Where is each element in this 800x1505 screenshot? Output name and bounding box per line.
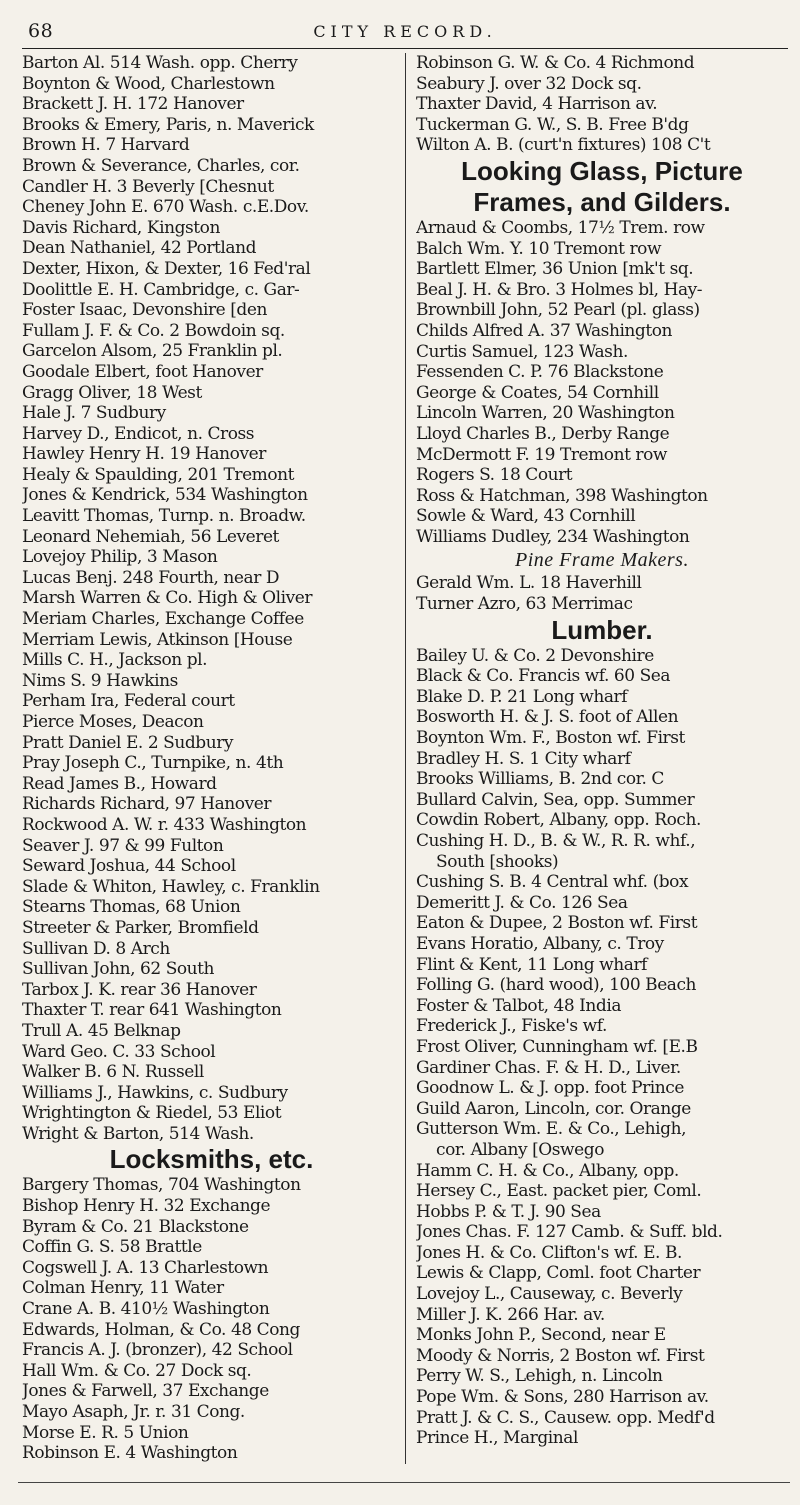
directory-entry: Nims S. 9 Hawkins (22, 670, 178, 691)
directory-entry: Cushing S. B. 4 Central whf. (box (416, 872, 689, 893)
directory-entry: Hall Wm. & Co. 27 Dock sq. (22, 1360, 252, 1381)
directory-entry: Leonard Nehemiah, 56 Leveret (22, 526, 279, 547)
directory-entry: Brackett J. H. 172 Hanover (22, 94, 244, 115)
left-top-list (22, 53, 401, 1144)
directory-entry: Leavitt Thomas, Turnp. n. Broadw. (22, 506, 306, 527)
directory-entry: Gerald Wm. L. 18 Haverhill (416, 573, 642, 594)
directory-entry: Thaxter T. rear 641 Washington (22, 1000, 282, 1021)
directory-entry: Crane A. B. 410½ Washington (22, 1299, 270, 1320)
right-top-list (416, 53, 788, 156)
directory-entry: South [shooks) (436, 851, 559, 872)
directory-entry: Blake D. P. 21 Long wharf (416, 686, 628, 707)
directory-entry: Hamm C. H. & Co., Albany, opp. (416, 1160, 679, 1181)
directory-entry: Boynton & Wood, Charlestown (22, 73, 275, 94)
directory-entry: Cheney John E. 670 Wash. c.E.Dov. (22, 197, 309, 218)
directory-entry: Meriam Charles, Exchange Coffee (22, 609, 304, 630)
directory-entry: Bailey U. & Co. 2 Devonshire (416, 645, 654, 666)
directory-entry: Byram & Co. 21 Blackstone (22, 1216, 249, 1237)
directory-entry: Hawley Henry H. 19 Hanover (22, 444, 266, 465)
directory-entry: Garcelon Alsom, 25 Franklin pl. (22, 341, 283, 362)
directory-entry: Richards Richard, 97 Hanover (22, 794, 272, 815)
directory-entry: Flint & Kent, 11 Long wharf (416, 954, 647, 975)
directory-entry: Pierce Moses, Deacon (22, 712, 204, 732)
locksmiths-list (22, 1175, 401, 1463)
directory-entry: Lincoln Warren, 20 Washington (416, 403, 675, 424)
directory-entry: Thaxter David, 4 Harrison av. (416, 94, 658, 115)
directory-entry: Streeter & Parker, Bromfield (22, 917, 259, 938)
directory-entry: Doolittle E. H. Cambridge, c. Gar- (22, 279, 300, 300)
directory-columns (22, 53, 788, 1464)
directory-entry: Jones H. & Co. Clifton's wf. E. B. (416, 1242, 682, 1263)
directory-entry: Bishop Henry H. 32 Exchange (22, 1196, 271, 1217)
directory-entry: Tuckerman G. W., S. B. Free B'dg (416, 114, 689, 135)
directory-entry: Gragg Oliver, 18 West (22, 382, 202, 403)
directory-entry: McDermott F. 19 Tremont row (416, 444, 667, 465)
directory-entry: Perry W. S., Lehigh, n. Lincoln (416, 1366, 663, 1387)
section-heading-locksmiths: Locksmiths, etc. (109, 1144, 314, 1175)
bottom-rule (18, 1482, 790, 1483)
right-column (406, 53, 788, 1464)
directory-entry: Trull A. 45 Belknap (22, 1020, 181, 1041)
directory-entry: Bargery Thomas, 704 Washington (22, 1175, 301, 1196)
directory-entry: Prince H., Marginal (416, 1428, 578, 1449)
directory-entry: Black & Co. Francis wf. 60 Sea (416, 666, 671, 687)
directory-entry: Pratt Daniel E. 2 Sudbury (22, 732, 234, 753)
directory-entry: Boynton Wm. F., Boston wf. First (416, 728, 685, 749)
directory-entry: Hersey C., East. packet pier, Coml. (416, 1181, 702, 1202)
directory-entry: Mills C. H., Jackson pl. (22, 650, 208, 671)
directory-entry: Bosworth H. & J. S. foot of Allen (416, 707, 679, 728)
page-header (22, 14, 788, 49)
directory-entry: Fessenden C. P. 76 Blackstone (416, 362, 664, 383)
lumber-list (416, 646, 788, 1449)
directory-entry: Brooks Williams, B. 2nd cor. C (416, 769, 664, 790)
directory-entry: Seabury J. over 32 Dock sq. (416, 73, 642, 94)
directory-entry: Moody & Norris, 2 Boston wf. First (416, 1345, 705, 1366)
directory-entry: Barton Al. 514 Wash. opp. Cherry (22, 53, 298, 73)
directory-entry: Eaton & Dupee, 2 Boston wf. First (416, 913, 698, 934)
directory-entry: Hale J. 7 Sudbury (22, 403, 166, 424)
directory-entry: Jones & Kendrick, 534 Washington (22, 485, 308, 506)
directory-entry: Goodnow L. & J. opp. foot Prince (416, 1078, 684, 1099)
directory-entry: Harvey D., Endicot, n. Cross (22, 423, 255, 444)
directory-entry: Bullard Calvin, Sea, opp. Summer (416, 789, 695, 810)
heading-line: Frames, and Gilders. (473, 186, 731, 217)
directory-entry: Curtis Samuel, 123 Wash. (416, 341, 628, 362)
directory-entry: Guild Aaron, Lincoln, cor. Orange (416, 1098, 691, 1119)
directory-entry: Ward Geo. C. 33 School (22, 1041, 216, 1062)
directory-entry: Foster Isaac, Devonshire [den (22, 300, 267, 321)
directory-entry: Coffin G. S. 58 Brattle (22, 1237, 202, 1258)
directory-entry: Francis A. J. (bronzer), 42 School (22, 1340, 293, 1361)
directory-entry: Turner Azro, 63 Merrimac (416, 594, 633, 615)
directory-entry: George & Coates, 54 Cornhill (416, 382, 659, 403)
directory-entry: Demeritt J. & Co. 126 Sea (416, 892, 628, 913)
directory-entry: Jones Chas. F. 127 Camb. & Suff. bld. (416, 1222, 723, 1243)
directory-entry: Ross & Hatchman, 398 Washington (416, 485, 708, 506)
directory-entry: cor. Albany [Oswego (436, 1139, 604, 1160)
directory-entry: Sullivan John, 62 South (22, 959, 215, 980)
directory-entry: Dean Nathaniel, 42 Portland (22, 238, 257, 259)
directory-entry: Colman Henry, 11 Water (22, 1278, 224, 1299)
directory-entry: Wrightington & Riedel, 53 Eliot (22, 1103, 282, 1124)
directory-entry: Hobbs P. & T. J. 90 Sea (416, 1201, 601, 1222)
directory-entry: Foster & Talbot, 48 India (416, 995, 622, 1016)
directory-entry: Fullam J. F. & Co. 2 Bowdoin sq. (22, 320, 285, 341)
directory-entry: Mayo Asaph, Jr. r. 31 Cong. (22, 1402, 245, 1422)
directory-entry: Brown H. 7 Harvard (22, 135, 190, 156)
directory-entry: Slade & Whiton, Hawley, c. Franklin (22, 876, 320, 897)
directory-entry: Merriam Lewis, Atkinson [House (22, 629, 293, 650)
running-title: CITY RECORD. (313, 22, 497, 41)
left-column (22, 53, 406, 1464)
section-heading-lumber: Lumber. (551, 614, 653, 645)
directory-entry: Sullivan D. 8 Arch (22, 938, 170, 959)
directory-entry: Lucas Benj. 248 Fourth, near D (22, 567, 280, 588)
directory-entry: Brownbill John, 52 Pearl (pl. glass) (416, 300, 700, 321)
directory-entry: Frost Oliver, Cunningham wf. [E.B (416, 1036, 698, 1057)
directory-entry: Robinson E. 4 Washington (22, 1443, 238, 1464)
directory-entry: Williams J., Hawkins, c. Sudbury (22, 1082, 288, 1103)
directory-entry: Lovejoy L., Causeway, c. Beverly (416, 1284, 683, 1305)
directory-entry: Cushing H. D., B. & W., R. R. whf., (416, 831, 696, 851)
directory-entry: Childs Alfred A. 37 Washington (416, 320, 673, 341)
directory-entry: Walker B. 6 N. Russell (22, 1062, 204, 1083)
directory-entry: Pratt J. & C. S., Causew. opp. Medf'd (416, 1407, 715, 1428)
directory-entry: Seward Joshua, 44 School (22, 856, 236, 877)
directory-entry: Wright & Barton, 514 Wash. (22, 1123, 254, 1144)
directory-entry: Read James B., Howard (22, 773, 217, 794)
directory-entry: Bartlett Elmer, 36 Union [mk't sq. (416, 259, 694, 280)
directory-entry: Candler H. 3 Beverly [Chesnut (22, 176, 274, 197)
directory-entry: Sowle & Ward, 43 Cornhill (416, 506, 636, 527)
directory-entry: Monks John P., Second, near E (416, 1325, 666, 1346)
directory-entry: Evans Horatio, Albany, c. Troy (416, 933, 664, 954)
directory-entry: Pope Wm. & Sons, 280 Harrison av. (416, 1387, 709, 1408)
directory-entry: Cowdin Robert, Albany, opp. Roch. (416, 810, 701, 831)
directory-entry: Lovejoy Philip, 3 Mason (22, 547, 218, 568)
directory-entry: Rockwood A. W. r. 433 Washington (22, 814, 307, 835)
directory-entry: Marsh Warren & Co. High & Oliver (22, 588, 313, 609)
directory-entry: Stearns Thomas, 68 Union (22, 897, 241, 918)
page-number: 68 (28, 20, 54, 42)
directory-entry: Wilton A. B. (curt'n fixtures) 108 C't (416, 135, 711, 156)
directory-entry: Davis Richard, Kingston (22, 217, 220, 238)
looking-glass-list (416, 218, 788, 548)
directory-entry: Folling G. (hard wood), 100 Beach (416, 975, 697, 996)
directory-entry: Gardiner Chas. F. & H. D., Liver. (416, 1057, 681, 1078)
directory-entry: Bradley H. S. 1 City wharf (416, 748, 631, 769)
directory-entry: Morse E. R. 5 Union (22, 1422, 189, 1443)
directory-entry: Gutterson Wm. E. & Co., Lehigh, (416, 1119, 687, 1140)
directory-entry: Goodale Elbert, foot Hanover (22, 361, 263, 382)
directory-entry: Arnaud & Coombs, 17½ Trem. row (416, 217, 705, 238)
directory-entry: Cogswell J. A. 13 Charlestown (22, 1257, 269, 1278)
directory-entry: Brown & Severance, Charles, cor. (22, 155, 300, 176)
directory-entry: Miller J. K. 266 Har. av. (416, 1304, 605, 1325)
pine-frame-list (416, 573, 788, 614)
directory-entry: Seaver J. 97 & 99 Fulton (22, 835, 224, 856)
directory-entry: Dexter, Hixon, & Dexter, 16 Fed'ral (22, 258, 311, 279)
directory-entry: Williams Dudley, 234 Washington (416, 526, 690, 547)
directory-entry: Lewis & Clapp, Coml. foot Charter (416, 1263, 701, 1284)
directory-entry: Healy & Spaulding, 201 Tremont (22, 464, 295, 485)
directory-entry: Edwards, Holman, & Co. 48 Cong (22, 1319, 300, 1340)
section-heading-pine-frame: Pine Frame Makers. (515, 549, 689, 572)
directory-entry: Pray Joseph C., Turnpike, n. 4th (22, 753, 284, 774)
directory-entry: Balch Wm. Y. 10 Tremont row (416, 238, 662, 259)
directory-entry: Rogers S. 18 Court (416, 465, 573, 486)
directory-entry: Beal J. H. & Bro. 3 Holmes bl, Hay- (416, 279, 703, 300)
directory-entry: Robinson G. W. & Co. 4 Richmond (416, 53, 695, 73)
directory-entry: Frederick J., Fiske's wf. (416, 1016, 607, 1037)
directory-entry: Jones & Farwell, 37 Exchange (22, 1381, 269, 1402)
heading-line: Looking Glass, Picture (461, 155, 743, 186)
directory-entry: Brooks & Emery, Paris, n. Maverick (22, 114, 314, 135)
directory-entry: Lloyd Charles B., Derby Range (416, 423, 670, 444)
directory-entry: Tarbox J. K. rear 36 Hanover (22, 979, 257, 1000)
directory-entry: Perham Ira, Federal court (22, 691, 235, 712)
section-heading-looking-glass (416, 156, 788, 218)
